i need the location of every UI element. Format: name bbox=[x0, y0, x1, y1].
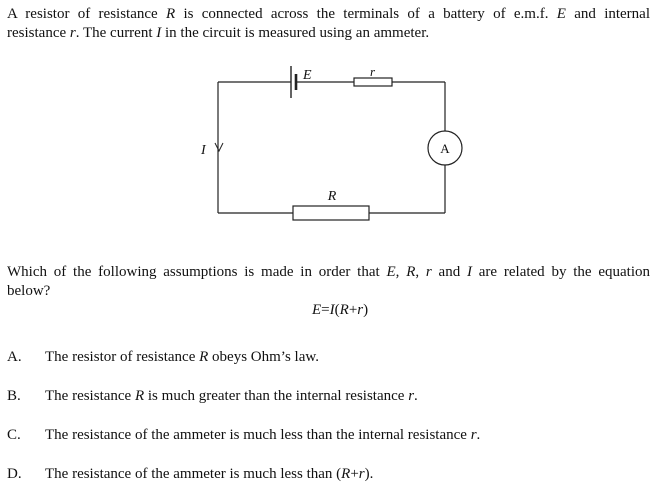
option-letter: B. bbox=[7, 388, 21, 404]
option-text: The resistor of resistance R obeys Ohm’s law. bbox=[45, 349, 319, 365]
ammeter-label: A bbox=[440, 141, 450, 156]
option-letter: A. bbox=[7, 349, 22, 365]
resistor-label: R bbox=[327, 189, 337, 204]
option-letter: D. bbox=[7, 466, 22, 482]
battery-label: E bbox=[303, 68, 312, 83]
internal-resistor-label: r bbox=[370, 64, 376, 79]
load-resistor bbox=[293, 206, 369, 220]
current-arrow bbox=[215, 143, 223, 151]
internal-resistor bbox=[354, 78, 392, 86]
question-line-2: below? bbox=[7, 283, 51, 299]
option-letter: C. bbox=[7, 427, 21, 443]
intro-line-1: A resistor of resistance R is connected across the terminals of a battery of e.m.f. E and internal bbox=[7, 6, 651, 22]
option-text: The resistance R is much greater than the internal resistance r. bbox=[45, 388, 418, 404]
question-stem bbox=[7, 263, 650, 301]
current-label: I bbox=[201, 143, 206, 158]
option-text: The resistance of the ammeter is much less than (R+r). bbox=[45, 466, 374, 482]
equation: E=I(R+r) bbox=[312, 302, 369, 318]
option-text: The resistance of the ammeter is much less than the internal resistance r. bbox=[45, 427, 481, 443]
intro-line-2: resistance r. The current I in the circuit is measured using an ammeter. bbox=[7, 25, 430, 41]
question-line-1: Which of the following assumptions is made in order that E, R, r and I are related by the equation bbox=[7, 264, 651, 280]
